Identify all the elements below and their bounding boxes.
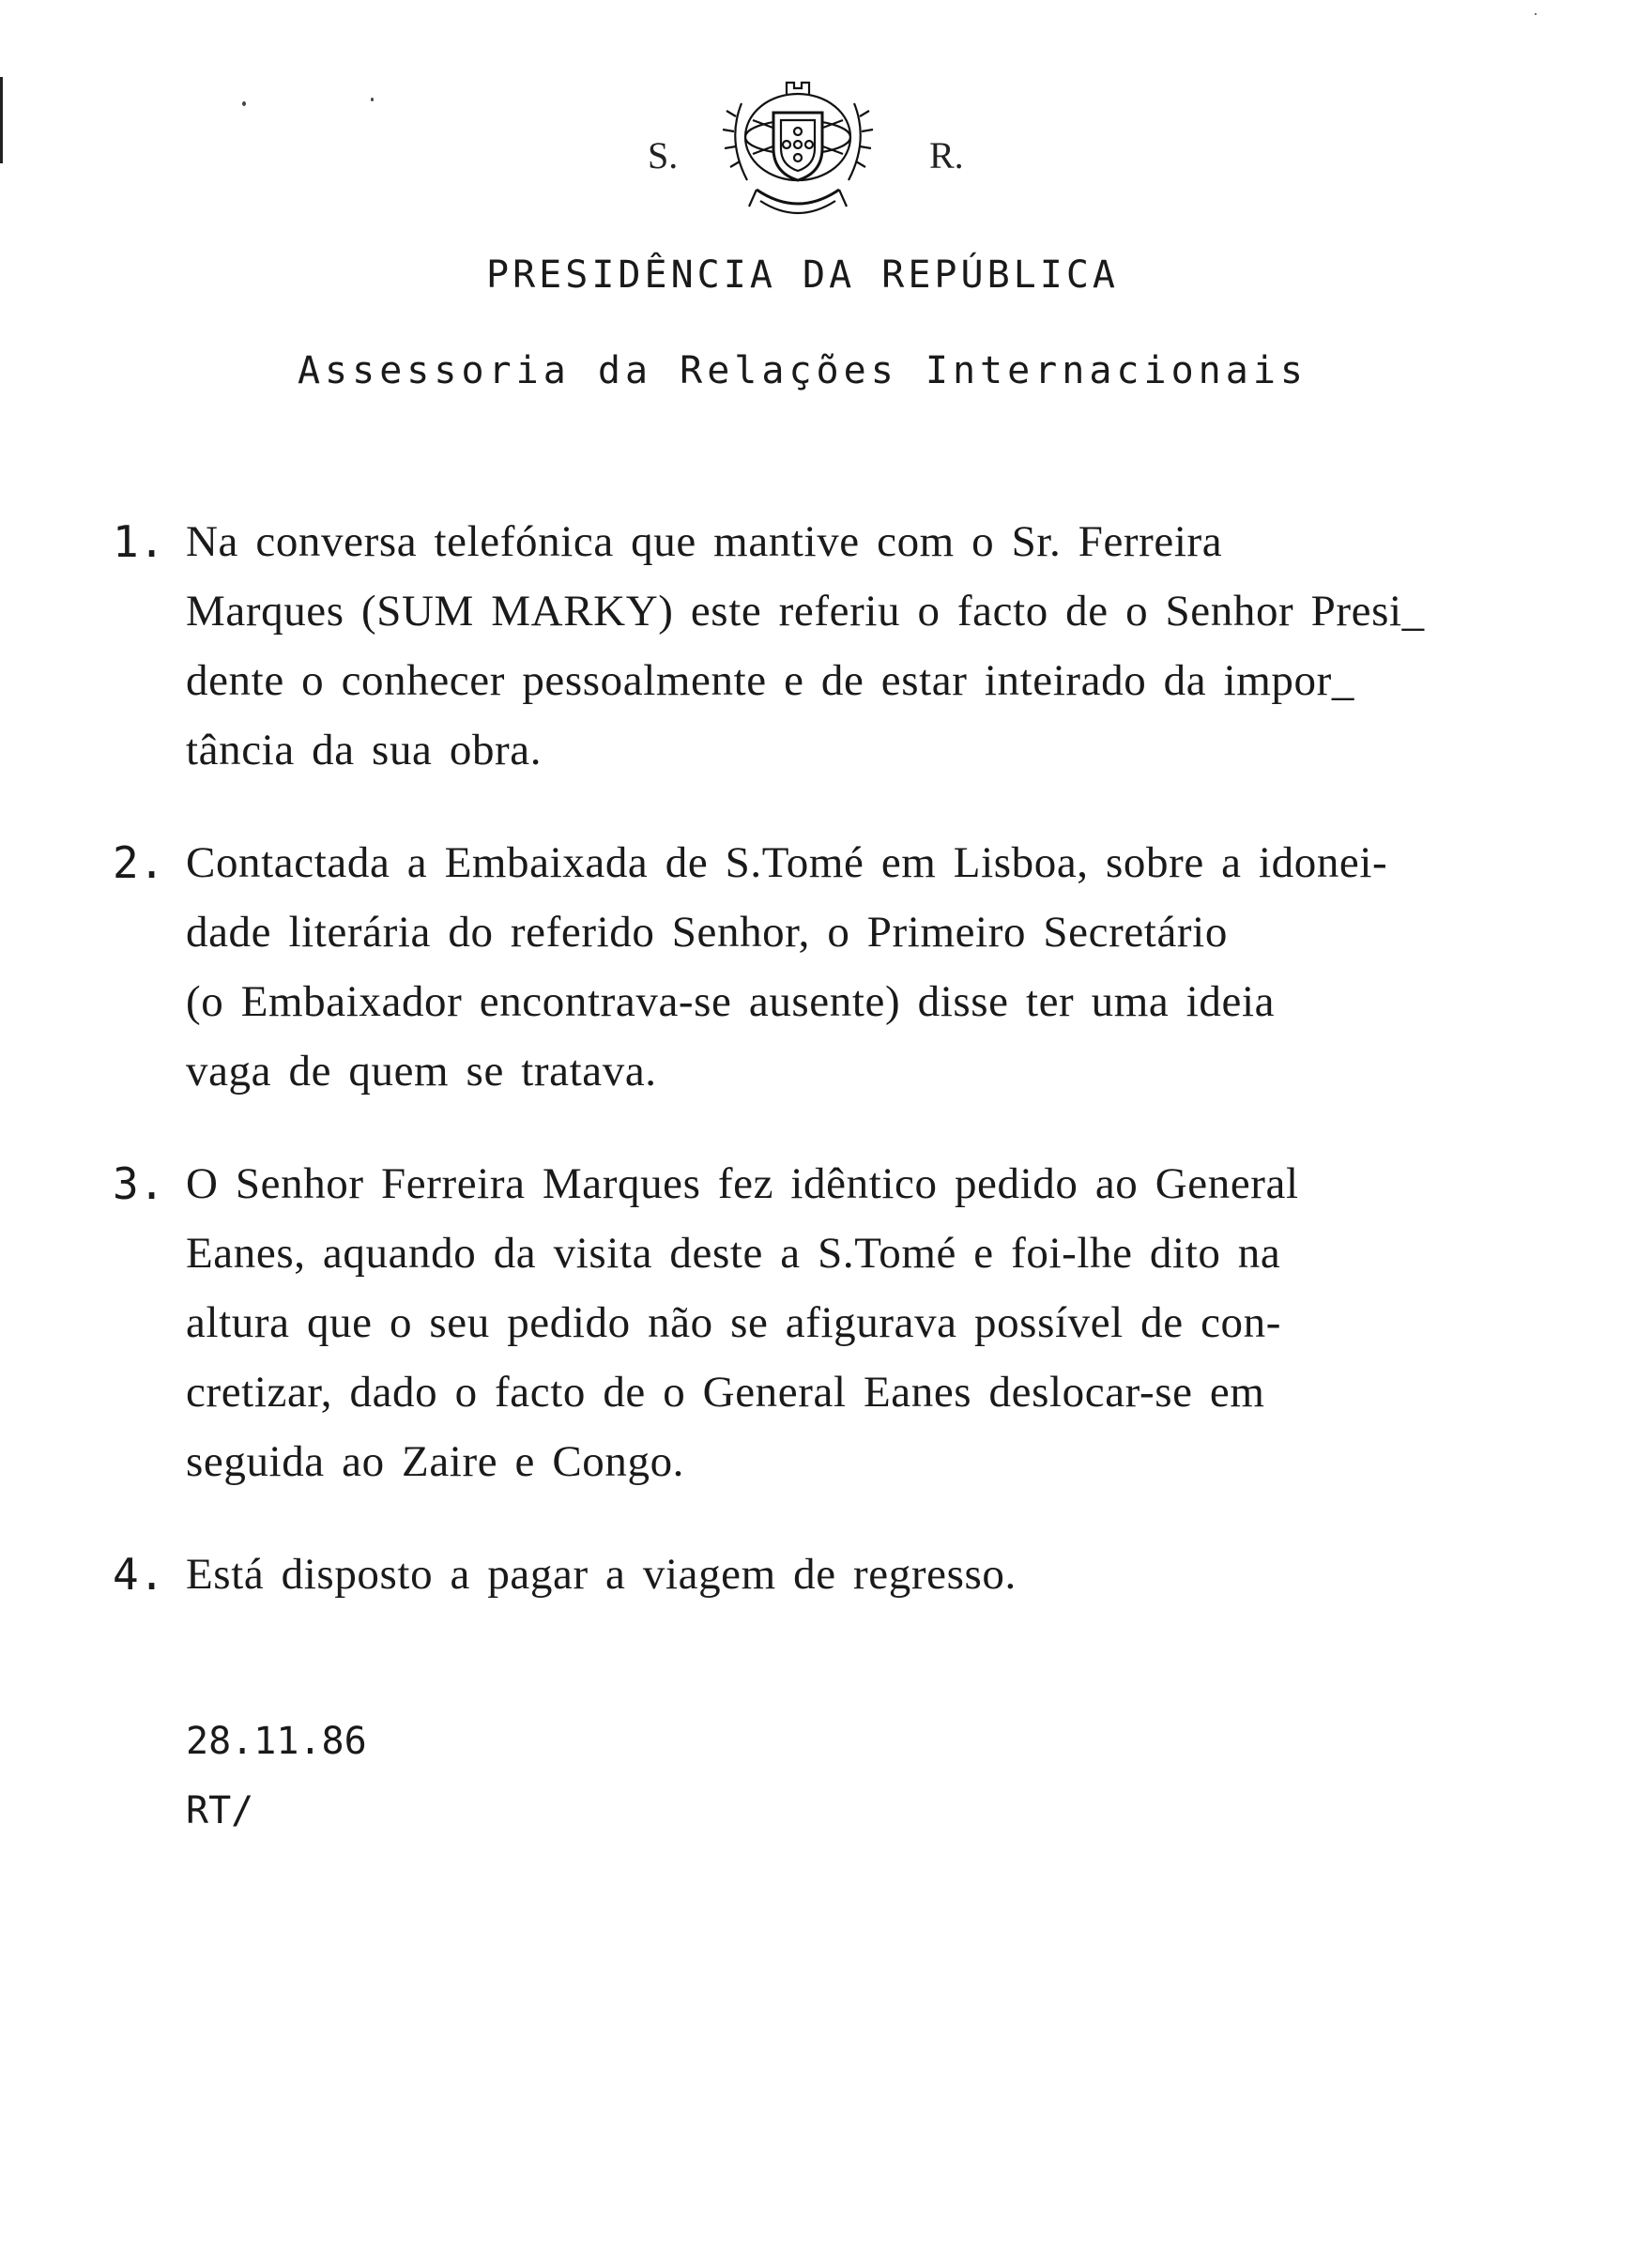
coat-of-arms-icon bbox=[704, 75, 892, 225]
list-item-number: 3. bbox=[113, 1158, 165, 1209]
author-initials: RT/ bbox=[186, 1789, 254, 1832]
paragraph-line: vaga de quem se tratava. bbox=[186, 1047, 657, 1096]
paragraph-line: O Senhor Ferreira Marques fez idêntico pedido ao General bbox=[186, 1159, 1299, 1208]
list-item bbox=[103, 828, 1568, 1106]
paragraph-line: Contactada a Embaixada de S.Tomé em Lisboa, sobre a idonei- bbox=[186, 838, 1388, 887]
paragraph-line: dade literária do referido Senhor, o Primeiro Secretário bbox=[186, 908, 1228, 957]
paragraph-line: (o Embaixador encontrava-se ausente) disse ter uma ideia bbox=[186, 977, 1276, 1026]
scan-speck bbox=[1535, 13, 1537, 15]
letterhead-r-mark: R. bbox=[929, 134, 964, 176]
document-date: 28.11.86 bbox=[186, 1720, 367, 1763]
numbered-list bbox=[103, 507, 1568, 1652]
signature-block bbox=[186, 1707, 367, 1846]
letterhead-s-mark: S. bbox=[648, 134, 679, 176]
paragraph-line: tância da sua obra. bbox=[186, 726, 543, 774]
paragraph-line: Na conversa telefónica que mantive com o Sr. Ferreira bbox=[186, 517, 1223, 566]
paragraph-line: cretizar, dado o facto de o General Eanes deslocar-se em bbox=[186, 1368, 1265, 1417]
list-item bbox=[103, 1149, 1568, 1496]
page-subtitle: Assessoria da Relações Internacionais bbox=[297, 349, 1308, 392]
paragraph-line: dente o conhecer pessoalmente e de estar inteirado da impor_ bbox=[186, 656, 1354, 705]
list-item bbox=[103, 1540, 1568, 1609]
list-item-number: 1. bbox=[113, 516, 165, 567]
paragraph-line: Marques (SUM MARKY) este referiu o facto de o Senhor Presi_ bbox=[186, 587, 1425, 636]
letterhead bbox=[0, 75, 1652, 235]
paragraph-line: Eanes, aquando da visita deste a S.Tomé e foi-lhe dito na bbox=[186, 1229, 1281, 1278]
page-title: PRESIDÊNCIA DA REPÚBLICA bbox=[486, 253, 1119, 297]
list-item bbox=[103, 507, 1568, 785]
paragraph-line: seguida ao Zaire e Congo. bbox=[186, 1437, 685, 1486]
paragraph-line: altura que o seu pedido não se afigurava possível de con- bbox=[186, 1298, 1282, 1347]
list-item-number: 2. bbox=[113, 837, 165, 888]
list-item-number: 4. bbox=[113, 1549, 165, 1600]
paragraph-line: Está disposto a pagar a viagem de regresso. bbox=[186, 1550, 1017, 1599]
